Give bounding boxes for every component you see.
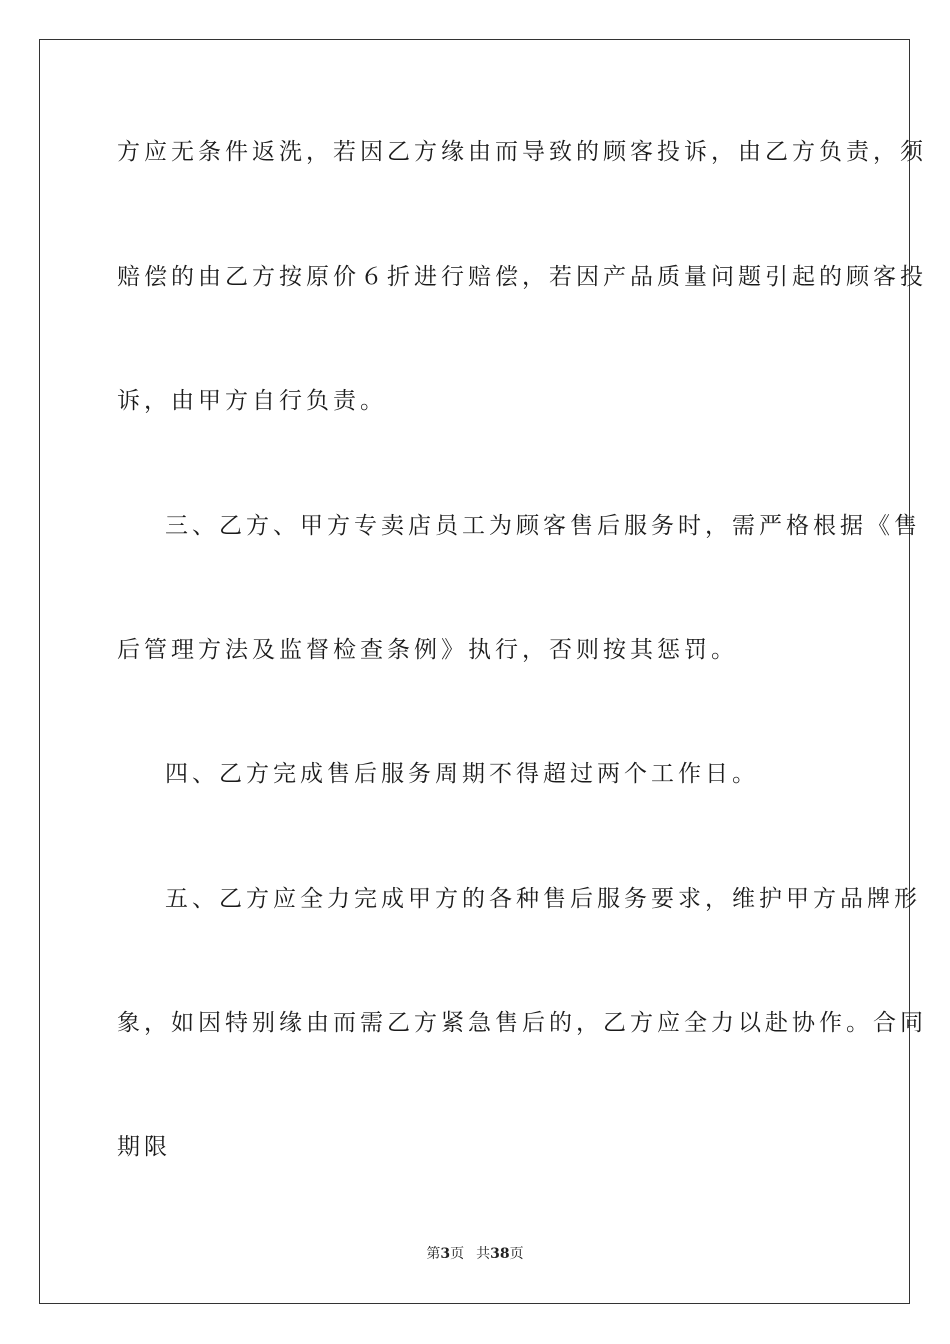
footer-total-pages: 38 <box>490 1246 510 1262</box>
footer-page-suffix: 页 <box>450 1246 465 1262</box>
page-border <box>39 39 927 1304</box>
footer-total-suffix: 页 <box>509 1246 524 1262</box>
body-line-6: 四、乙方完成售后服务周期不得超过两个工作日。 <box>165 761 759 787</box>
footer-page-prefix: 第 <box>426 1246 441 1262</box>
body-line-1: 方应无条件返洗，若因乙方缘由而导致的顾客投诉，由乙方负责，须 <box>117 139 927 165</box>
footer-total-prefix: 共 <box>476 1246 491 1262</box>
body-line-2: 赔偿的由乙方按原价６折进行赔偿，若因产品质量问题引起的顾客投 <box>117 264 927 290</box>
footer-page-number: 3 <box>440 1246 451 1262</box>
body-line-3: 诉，由甲方自行负责。 <box>117 388 387 414</box>
body-line-4: 三、乙方、甲方专卖店员工为顾客售后服务时，需严格根据《售 <box>165 513 921 539</box>
page-footer <box>0 1244 950 1264</box>
body-line-9: 期限 <box>117 1134 171 1160</box>
body-line-5: 后管理方法及监督检查条例》执行，否则按其惩罚。 <box>117 637 738 663</box>
body-line-7: 五、乙方应全力完成甲方的各种售后服务要求，维护甲方品牌形 <box>165 886 921 912</box>
body-line-8: 象，如因特别缘由而需乙方紧急售后的，乙方应全力以赴协作。合同 <box>117 1010 927 1036</box>
